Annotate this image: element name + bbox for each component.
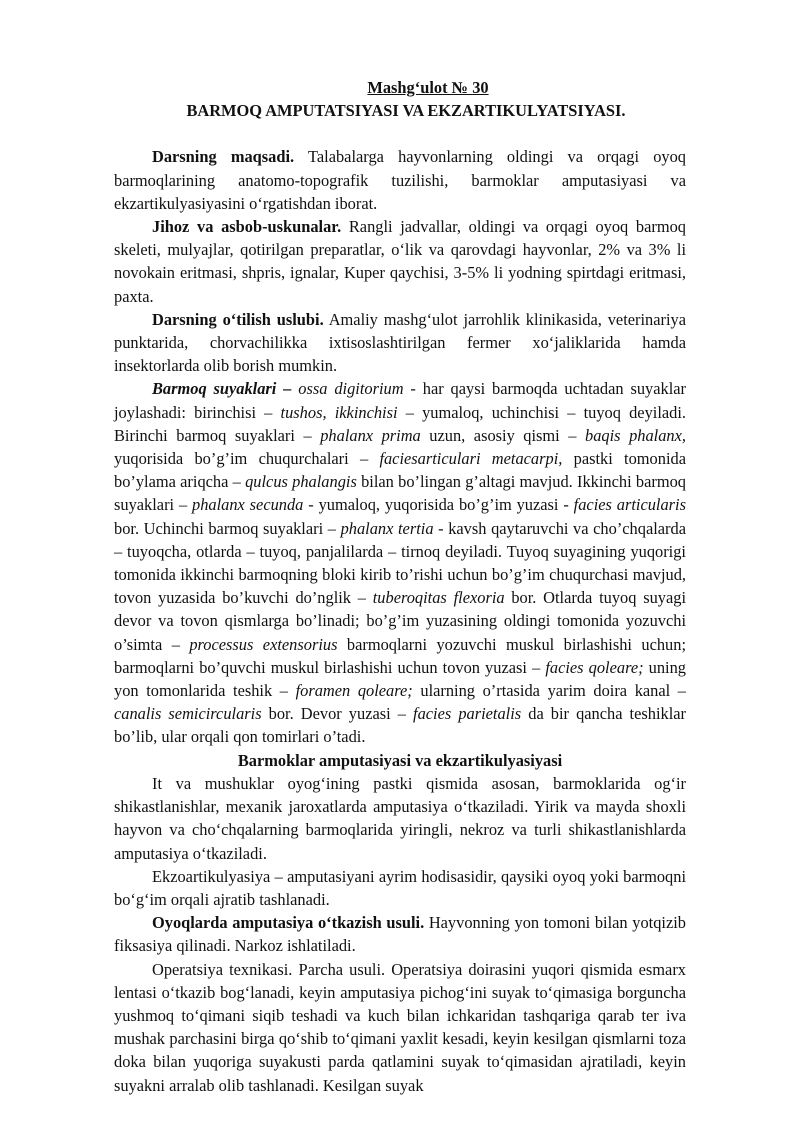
- latin-term: canalis semicircularis: [114, 704, 262, 724]
- text-run: da bir qancha teshiklar bo’lib, ular orqali qon tomirlari o’tadi.: [114, 704, 686, 747]
- paragraph-aim: [114, 145, 686, 215]
- paragraph-lead: Darsning o‘tilish uslubi.: [152, 309, 324, 329]
- latin-term: phalanx prima: [320, 425, 421, 445]
- text-run: yuqorisida bo’g’im chuqurchalari –: [114, 449, 380, 469]
- latin-term: baqis phalanx,: [585, 425, 686, 445]
- latin-term: facies articularis: [573, 495, 686, 515]
- latin-term: facies qoleare;: [545, 657, 644, 677]
- text-run: - har qaysi barmoqda uchtadan suyaklar joylashadi: birinchisi –: [114, 379, 686, 422]
- paragraph-amputation: It va mushuklar oyog‘ining pastki qismida asosan, barmoklarida og‘ir shikastlanishlar, mexanik jaroxatlarda amputasiya o‘tkaziladi. Yirik va mayda shoxli hayvon va cho‘chqalarning barmoqlarida yiringli, nekroz va turli shikastlanishlarda amputasiya o‘tkaziladi.: [114, 773, 686, 863]
- latin-term: phalanx tertia: [340, 518, 434, 538]
- text-run: barmoqlarni yozuvchi muskul birlashishi uchun; barmoqlarni bo’quvchi muskul birlashishi uchun tovon yuzasi –: [114, 634, 687, 677]
- text-run: uzun, asosiy qismi –: [420, 425, 586, 445]
- text-run: ularning o’rtasida yarim doira kanal –: [412, 681, 687, 701]
- paragraph-bones: [114, 377, 686, 748]
- paragraph-method: [114, 308, 686, 378]
- latin-term: phalanx secunda: [192, 495, 304, 515]
- paragraph-equipment: [114, 215, 686, 308]
- paragraph-lead: Darsning maqsadi.: [152, 147, 295, 167]
- section-heading: Barmoklar amputasiyasi va ekzartikulyasiyasi: [237, 750, 563, 770]
- text-run: uning yon tomonlarida teshik –: [114, 657, 687, 701]
- paragraph-lead: Barmoq suyaklari –: [152, 379, 292, 399]
- paragraph-text: Rangli jadvallar, oldingi va orqagi oyoq barmoq skeleti, mulyajlar, qotirilgan preparatlar, o‘lik va qarovdagi hayvonlar, 2% va 3% li novokain eritmasi, shpris, ignalar, Kuper qaychisi, 3-5% li yodning spirtdagi eritmasi, paxta.: [114, 217, 686, 306]
- paragraph-lead: Oyoqlarda amputasiya o‘tkazish usuli.: [152, 913, 425, 933]
- paragraph-text: Talabalarga hayvonlarning oldingi va orqagi oyoq barmoqlarining anatomo-topografik tuzilishi, barmoklar amputasiyasi va ekzartikulyasiyasini o‘rgatishdan iborat.: [114, 147, 686, 213]
- spacer: [114, 122, 686, 145]
- text-run: pastki tomonida bo’ylama ariqcha –: [114, 449, 686, 492]
- text-run: - yumaloq, yuqorisida bo’g’im yuzasi -: [303, 495, 574, 515]
- latin-term: facies parietalis: [413, 704, 522, 724]
- page-title: BARMOQ AMPUTATSIYASI VA EKZARTIKULYATSIYASI.: [186, 101, 626, 121]
- latin-term: processus extensorius: [189, 634, 338, 654]
- paragraph-lead: Jihoz va asbob-uskunalar.: [152, 217, 342, 237]
- text-run: - kavsh qaytaruvchi va cho’chqalarda – tuyoqcha, otlarda – tuyoq, panjalilarda – tirnoq deyiladi. Tuyoq suyagining yuqorigi tomonida ikkinchi barmoqning bloki kirib to’rishi uchun bo’g’im chuqurchasi mavjud, tovon yuzasida bo’kuvchi do’nglik –: [114, 518, 686, 608]
- text-run: bor. Uchinchi barmoq suyaklari –: [114, 518, 341, 538]
- paragraph-text: Hayvonning yon tomoni bilan yotqizib fiksasiya qilinadi. Narkoz ishlatiladi.: [114, 913, 686, 956]
- paragraph-text: Amaliy mashg‘ulot jarrohlik klinikasida, veterinariya punktarida, chorvachilikka ixtisoslashtirilgan fermer xo‘jaliklarida hamda insektorlarda olib borish mumkin.: [114, 309, 686, 376]
- text-run: bor. Devor yuzasi –: [261, 704, 414, 724]
- latin-term: faciesarticulari metacarpi,: [379, 449, 563, 469]
- text-run: bor. Otlarda tuyoq suyagi devor va tovon qismlarga bo’linadi; bo’g’im yuzasining oldingi tomonida yozuvchi o’simta –: [114, 588, 686, 654]
- latin-term: ossa digitorium: [291, 379, 404, 399]
- latin-term: tushos, ikkinchisi: [280, 402, 398, 422]
- text-run: – yumaloq, uchinchisi – tuyoq deyiladi. Birinchi barmoq suyaklari –: [114, 402, 686, 445]
- latin-term: tuberoqitas flexoria: [372, 588, 505, 608]
- document-page: [114, 76, 686, 1097]
- latin-term: foramen qoleare;: [295, 681, 413, 701]
- latin-term: qulcus phalangis: [245, 472, 357, 492]
- paragraph-operation: Operatsiya texnikasi. Parcha usuli. Operatsiya doirasini yuqori qismida esmarx lentasi o‘tkazib bog‘lanadi, keyin amputasiya pichog‘ini suyak to‘qimasiga borguncha yushmoq to‘qimani siqib teshadi va kuch bilan ichkaridan tashqariga qarab ter iva mushak parchasini birga qo‘shib to‘qimani yaxlit kesadi, keyin kesilgan qismlarni toza doka bilan yuqoriga suyakusti parda qatlamini suyak to‘qimasidan ajratiladi, keyin suyakni arralab olib tashlanadi. Kesilgan suyak: [114, 959, 686, 1095]
- paragraph-exarticulation: Ekzoartikulyasiya – amputasiyani ayrim hodisasidir, qaysiki oyoq yoki barmoqni bo‘g‘im orqali ajratib tashlanadi.: [114, 866, 686, 909]
- text-run: bilan bo’lingan g’altagi mavjud. Ikkinchi barmoq suyaklari –: [114, 472, 686, 515]
- lesson-number: Mashg‘ulot № 30: [367, 78, 489, 97]
- paragraph-technique: [114, 911, 686, 957]
